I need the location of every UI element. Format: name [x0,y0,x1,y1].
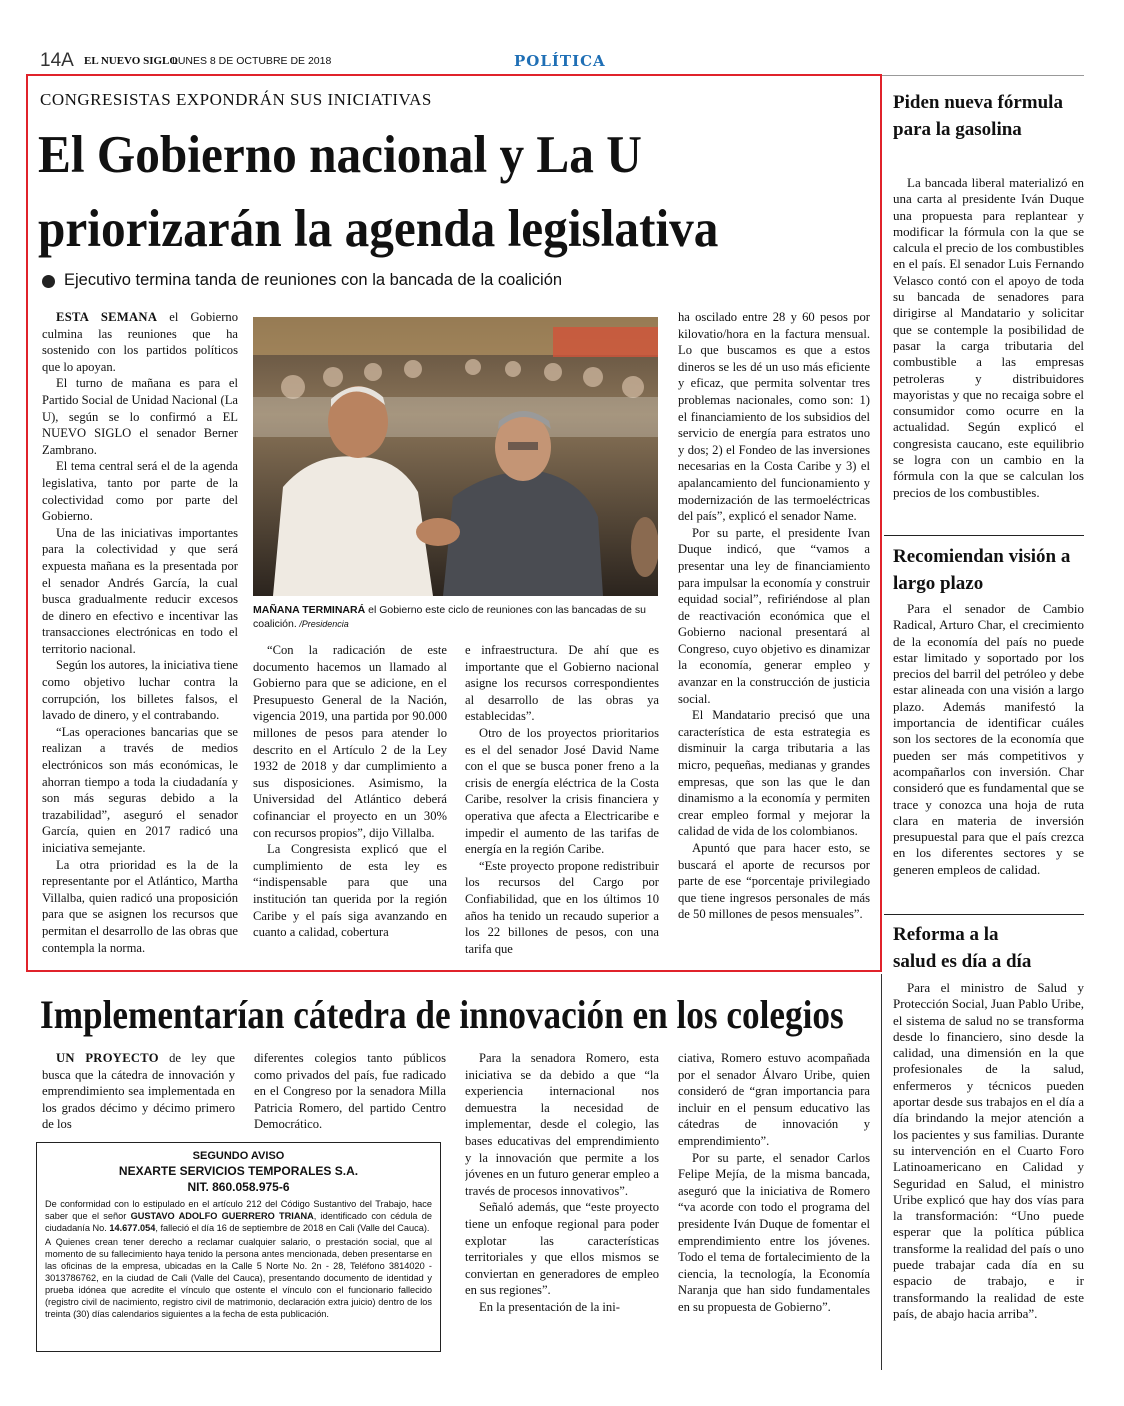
main-column-1 [42,309,238,961]
col3-p2: Otro de los proyectos prioritarios es el del senador José David Name con el que se busca poner freno a la crisis de energía eléctrica de la Costa Caribe, resolver la crisis financiera y operativa que afecta a Electricaribe e impedir el aumento de las tarifas de energía en la región Caribe. [465,725,659,857]
kicker: CONGRESISTAS EXPONDRÁN SUS INICIATIVAS [40,90,432,109]
second-c3-p2: Señaló además, que “este proyecto tiene un enfoque regional para poder explotar las características territoriales y que ellos mismos se conviertan en generadores de empleo en sus regiones”. [465,1200,659,1298]
second-column-3 [465,1050,659,1360]
second-column-4 [678,1050,870,1360]
main-column-3 [465,642,659,962]
notice-nit: NIT. 860.058.975-6 [187,1180,290,1194]
main-column-2 [253,642,447,962]
main-photo [253,317,658,596]
col2-p1: “Con la radicación de este documento hacemos un llamado al Gobierno para que se adicione, en el Presupuesto General de la Nación, vigencia 2019, una partida por 90.000 millones de pesos para atender lo descrito en el Artículo 2 de la Ley 1932 de 2018 y dar cumplimiento a sus disposiciones. Asimismo, la Universidad del Atlántico deberá cofinanciar el proyecto en un 30% con recursos propios”, dijo Villalba. [253,643,447,840]
bullet-icon [42,275,55,288]
page-number: 14A [40,50,74,71]
second-c4-p1: ciativa, Romero estuvo acompañada por el senador Álvaro Uribe, quien consideró de “gran importancia para incluir en el pensum educativo las cátedras de innovación y emprendimiento”. [678,1051,870,1148]
page-header [40,48,1084,74]
photo-illustration [253,317,658,596]
deck [40,271,860,297]
sidebar-title-1: Piden nueva fórmula para la gasolina [893,92,1063,140]
second-column-1 [42,1050,235,1132]
second-c1-lead: UN PROYECTO [56,1051,159,1065]
col1-p4: Una de las iniciativas importantes para la colectividad y que será expuesta mañana es la presentada por el senador Andrés García, la cual busca gradualmente reducir excesos de dinero en efectivo e incentivar las transacciones electrónicas en todo el territorio nacional. [42,525,238,656]
col3-p3: “Este proyecto propone redistribuir los recursos del Cargo por Confiabilidad, que en los últimos 10 años ha tenido un recaudo superior a los 22 billones de pesos, con una tarifa que [465,858,659,956]
sidebar-body-3 [893,980,1084,1356]
second-c3-p3: En la presentación de la ini- [479,1299,620,1314]
caption-lead: MAÑANA TERMINARÁ [253,604,366,616]
col1-p3: El tema central será el de la agenda legislativa, tanto por parte de la colectividad como por parte del Gobierno. [42,459,238,524]
notice-paragraph-1: De conformidad con lo estipulado en el artículo 212 del Código Sustantivo del Trabajo, hace saber que el señor GUSTAVO ADOLFO GUERRERO TRIANA, identificado con cédula de ciudadanía No. 14.677.054, falleció el día 16 de septiembre de 2018 en Cali (Valle del Cauca). [45,1199,432,1233]
col4-p3: El Mandatario precisó que una característica de esta estrategia es disminuir la carga tributaria a las micro, pequeñas, medianas y grandes empresas, que son las que le dan dinamismo a la economía y permiten crear empleo formal y mejorar la calidad de vida de los colombianos. [678,708,870,839]
sidebar-divider-1 [884,535,1084,536]
second-headline: Implementarían cátedra de innovación en los colegios [40,992,844,1037]
col1-p2: El turno de mañana es para el Partido Social de Unidad Nacional (La U), según se lo confirmó a EL NUEVO SIGLO el senador Berner Zambrano. [42,376,238,457]
sidebar-divider-2 [884,914,1084,915]
second-column-2 [254,1050,446,1132]
col4-p2: Por su parte, el presidente Ivan Duque indicó, que “vamos a presentar una ley de financiamiento para impulsar la economía y construir equidad social”, refiriéndose al plan de reactivación económica que el Gobierno nacional presentará al Congreso, cuyo objetivo es dinamizar la economía, generar empleo y avanzar en la construcción de justicia social. [678,525,870,706]
newspaper-name: EL NUEVO SIGLO [84,55,178,67]
sidebar-body-1 [893,175,1084,529]
headline-line-2: priorizarán la agenda legislativa [38,200,719,258]
notice-id-number: 14.677.054 [109,1223,156,1233]
col4-p1: ha oscilado entre 28 y 60 pesos por kilovatio/hora en la factura mensual. Lo que buscamos es que a estos dineros se les dé un uso más eficiente y eficaz, que permita solventar tres problemas nacionales, como son: 1) el financiamiento de los subsidios del servicio de energía para estratos uno y dos; 2) el Fondeo de las inversiones necesarias en la Costa Caribe y 3) el apalancamiento del funcionamiento y modernización de las termoeléctricas del país”, explicó el senador Name. [678,310,870,524]
second-c2-text: diferentes colegios tanto públicos como privados del país, fue radicado en el Congreso por la senadora Milla Patricia Romero, del partido Centro Democrático. [254,1051,446,1132]
col1-p1: el Gobierno culmina las reuniones que ha sostenido con los partidos políticos que lo apoyan. [42,310,238,374]
sidebar-body-1-text: La bancada liberal materializó en una carta al presidente Iván Duque una propuesta para replantear y modificar la fórmula con la que se calcula el precio de los combustibles en el país. El senador Luis Fernando Velasco contó con el apoyo de toda su bancada de senadores para dirigirse al Mandatario y solicitar que se contemple la posibilidad de pasar la carga tributaria del combustible a las empresas petroleras y distribuidores mayoristas y que no recaiga sobre el consumidor como ocurre en la actualidad. Según explicó el congresista caucano, este equilibrio se logra con un cambio en la fórmula con la que se calculan los precios de los combustibles. [893,175,1084,500]
sidebar-body-2-text: Para el senador de Cambio Radical, Arturo Char, el crecimiento de la economía del país no puede estar limitado y soportado por los precios del barril del petróleo y debe estar alineada con una visión a largo plazo. Además manifestó la importancia de identificar cuáles son los sectores de la economía que pueden ser más competitivos y acompañarlos con inversión. Char consideró que es fundamental que se trace y conozca una hoja de ruta clara en materia de inversión presupuestal para que el país crezca en los diferentes sectores y se generen empleos de calidad. [893,601,1084,877]
caption-credit: /Presidencia [296,619,349,629]
headline-line-1: El Gobierno nacional y La U [38,126,642,184]
col1-lead: ESTA SEMANA [56,310,158,324]
issue-date: LUNES 8 DE OCTUBRE DE 2018 [172,55,332,67]
second-c1-text: de ley que busca que la cátedra de innovación y emprendimiento sea implementada en los grados décimo y décimo primero de los [42,1051,235,1132]
caption-text: el Gobierno este ciclo de reuniones con las bancadas de su coalición. [253,604,646,630]
col2-p2: La Congresista explicó que el cumplimiento de esta ley es “indispensable para que una institución tan querida por la región Caribe y el país siga avanzando en cuanto a calidad, cobertura [253,842,447,940]
sidebar-title-3: Reforma a la salud es día a día [893,924,1032,972]
sidebar-body-2 [893,601,1084,909]
col3-p1: e infraestructura. De ahí que es importante que el Gobierno nacional asigne los recursos correspondientes al desarrollo de las obras ya establecidas”. [465,643,659,724]
photo-caption [253,603,658,631]
header-rule [880,75,1084,76]
second-c3-p1: Para la senadora Romero, esta iniciativa se da debido a que “la experiencia internacional nos demuestra la necesidad de implementar, desde el colegio, las bases educativas del emprendimiento y la innovación que permite a los jóvenes en un futuro generar empleo a través de procesos innovativos”. [465,1051,659,1198]
notice-deceased-name: GUSTAVO ADOLFO GUERRERO TRIANA [130,1211,314,1221]
main-column-4 [678,309,870,961]
col4-p4: Apuntó que para hacer esto, se buscará el aporte de recursos por parte de ese “porcentaje privilegiado que tiene ingresos personales de más de 50 millones de pesos mensuales”. [678,841,870,922]
legal-notice-box [36,1142,441,1352]
col1-p7: La otra prioridad es la de la representante por el Atlántico, Martha Villalba, quien radicó una proposición para que se asignen los recursos que permitan el desarrollo de las obras que contempla la norma. [42,857,238,955]
notice-title: SEGUNDO AVISO [192,1150,285,1162]
sidebar-body-3-text: Para el ministro de Salud y Protección Social, Juan Pablo Uribe, el sistema de salud no se transforma desde lo financiero, sino desde la calidad, una dimensión en la que profesionales de la salud, enfermeros y técnicos pueden aportar desde sus trabajos en el día a día brindando la mejor atención a los pacientes y sus familias. Durante su intervención en el Cuarto Foro Latinoamericano en Calidad y Seguridad en Salud, el ministro Uribe explicó que hay dos vías para la transformación: “Uno puede esperar que la política pública transforme la realidad del país o uno puede trabajar cada día en su espacio de trabajo, e ir transformando la realidad de este país, de abajo hacia arriba”. [893,980,1084,1321]
deck-text: Ejecutivo termina tanda de reuniones con la bancada de la coalición [64,271,563,289]
sidebar-left-rule [881,974,882,1370]
sidebar-title-2: Recomiendan visión a largo plazo [893,546,1071,594]
col1-p6: “Las operaciones bancarias que se realizan a través de medios electrónicos son más económicas, le ahorran tiempo a toda la ciudadanía y son más seguras debido a la trazabilidad”, aseguró el senador García, quien en 2017 radicó una iniciativa semejante. [42,724,238,855]
notice-company: NEXARTE SERVICIOS TEMPORALES S.A. [118,1164,359,1178]
second-c4-p2: Por su parte, el senador Carlos Felipe Mejía, de la misma bancada, aseguró que la iniciativa de Romero “va acorde con todo el programa del presidente Iván Duque de fomentar el emprendimiento entre los jóvenes. Todo el tema de fortalecimiento de la ciencia, la tecnología, la Economía Naranja que han sido fundamentales en su propuesta de Gobierno”. [678,1150,870,1314]
col1-p5: Según los autores, la iniciativa tiene como objetivo luchar contra la corrupción, los billetes falsos, el lavado de dinero, y el contrabando. [42,658,238,723]
notice-paragraph-2: A Quienes crean tener derecho a reclamar cualquier salario, o prestación social, que al momento de su fallecimiento haya tenido la persona antes mencionada, deben presentarse en las oficinas de la empresa, ubicadas en la Calle 5 Norte No. 2n - 28, Teléfono 3814020 - 3013786762, en la ciudad de Cali (Valle del Cauca), presentando documento de identidad y prueba idónea que acredite el vínculo que ostente el vínculo con el funcionario fallecido (registro civil de nacimiento, registro civil de matrimonio, declaración extra juicio) dentro de los treinta (30) días calendarios siguientes a la fecha de esta publicación. [45,1237,432,1319]
section-label: POLÍTICA [514,52,606,70]
